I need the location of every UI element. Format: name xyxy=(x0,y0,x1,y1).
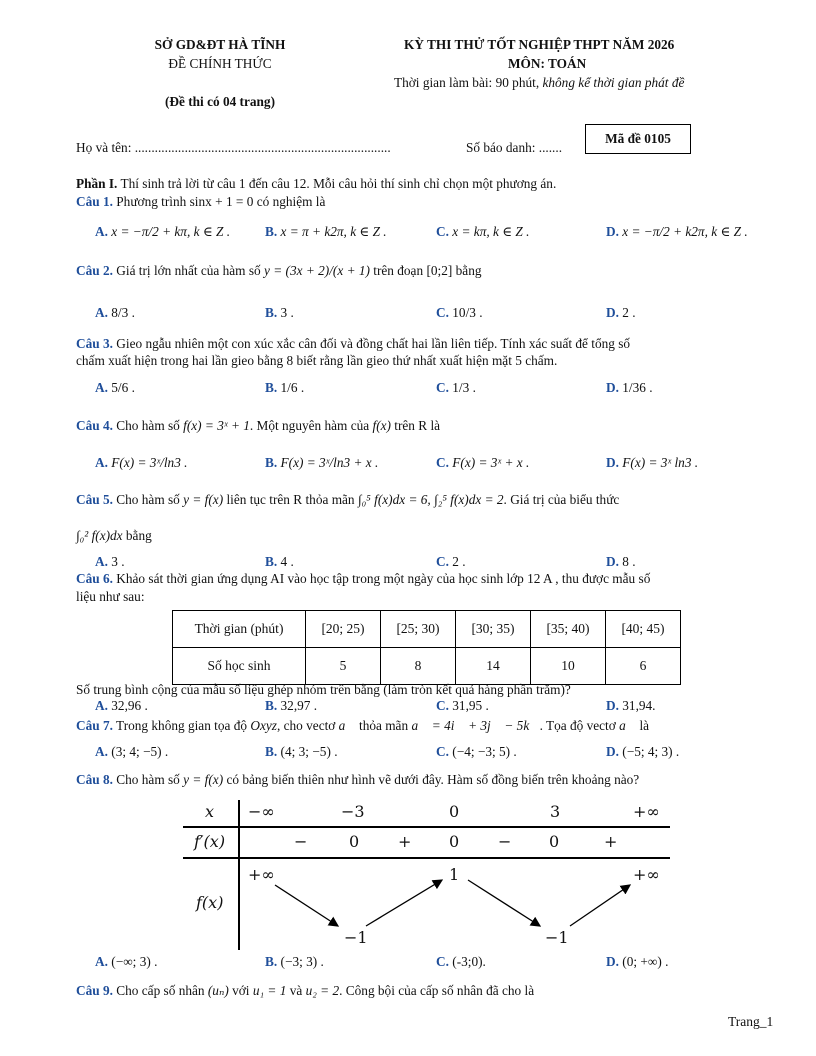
option-text: 3 . xyxy=(280,305,294,320)
q9-u1: u₁ = 1 xyxy=(252,983,287,998)
section-text: Thí sinh trả lời từ câu 1 đến câu 12. Mỗi câu hỏi thí sinh chỉ chọn một phương án. xyxy=(117,176,557,191)
q1-stem-end: có nghiệm là xyxy=(253,194,326,209)
table-cell: 5 xyxy=(306,648,381,685)
option-label: C. xyxy=(436,744,449,759)
option-label: B. xyxy=(265,554,278,569)
section-label: Phần I. xyxy=(76,176,118,191)
option-label: A. xyxy=(95,224,108,239)
option-label: B. xyxy=(265,380,278,395)
q6-stem-line1: Khảo sát thời gian ứng dụng AI vào học tập trong một ngày của học sinh lớp 12 A , thu được mẫu số xyxy=(112,571,651,586)
arrow-down xyxy=(275,885,338,926)
arrow-up xyxy=(366,880,442,926)
option-label: A. xyxy=(95,305,108,320)
q8-option-a[interactable] xyxy=(95,954,157,970)
q5-stem: Cho hàm số xyxy=(116,492,180,507)
option-text: 1/36 . xyxy=(622,380,653,395)
q1-equation: sinx + 1 = 0 xyxy=(189,194,254,209)
q7-stem-mid: , cho vectơ xyxy=(276,718,336,733)
time-italic: không kể thời gian phát đề xyxy=(542,75,685,90)
fprime-value: + xyxy=(604,832,618,851)
q9-sequence: (uₙ) xyxy=(207,983,229,998)
table-header-time: Thời gian (phút) xyxy=(173,611,306,648)
option-label: D. xyxy=(606,744,619,759)
fprime-value: 0 xyxy=(449,832,460,851)
q7-vector-eq: a⃗ = 4i⃗ + 3j⃗ − 5k⃗ xyxy=(411,718,540,733)
q8-function: y = f(x) xyxy=(183,772,224,787)
option-text: 5/6 . xyxy=(111,380,135,395)
option-text: 8 . xyxy=(622,554,636,569)
q7-stem-mid2: thỏa mãn xyxy=(359,718,409,733)
q4-stem-mid: . Một nguyên hàm của xyxy=(249,418,370,433)
q2-function: y = (3x + 2)/(x + 1) xyxy=(264,263,370,278)
table-cell: [40; 45) xyxy=(606,611,681,648)
option-text: F(x) = 3ˣ + x . xyxy=(452,455,530,470)
q5-stem-mid2: . Giá trị của biểu thức xyxy=(503,492,620,507)
fprime-value: 0 xyxy=(349,832,360,851)
option-label: B. xyxy=(265,224,278,239)
subject: MÔN: TOÁN xyxy=(508,56,587,71)
option-label: C. xyxy=(436,554,449,569)
arrow-up xyxy=(570,885,630,926)
option-text: 1/3 . xyxy=(452,380,476,395)
q4-function: f(x) = 3ˣ + 1 xyxy=(183,418,250,433)
f-label: f(x) xyxy=(196,893,224,912)
table-cell: [20; 25) xyxy=(306,611,381,648)
q5-target-integral: ∫₀² f(x)dx xyxy=(76,528,123,543)
x-label: x xyxy=(205,802,215,821)
q4-function-ref: f(x) xyxy=(372,418,391,433)
q3-stem-line2: chấm xuất hiện trong hai lần gieo bằng 8 biết rằng lần gieo thứ nhất xuất hiện mặt 5 chấm. xyxy=(76,353,558,368)
q2-label: Câu 2. xyxy=(76,263,113,278)
option-label: A. xyxy=(95,455,108,470)
q9-stem: Cho cấp số nhân xyxy=(116,983,205,998)
option-label: C. xyxy=(436,698,449,713)
option-label: B. xyxy=(265,744,278,759)
f-value: +∞ xyxy=(248,865,275,884)
option-text: 3 . xyxy=(111,554,125,569)
q5-function: y = f(x) xyxy=(183,492,224,507)
official-label: ĐỀ CHÍNH THỨC xyxy=(168,56,272,71)
q6-label: Câu 6. xyxy=(76,571,113,586)
option-label: A. xyxy=(95,744,108,759)
option-text: F(x) = 3ˣ/ln3 + x . xyxy=(280,455,379,470)
table-cell: [25; 30) xyxy=(381,611,456,648)
option-text: 31,95 . xyxy=(452,698,489,713)
q9-stem-end: . Công bội của cấp số nhân đã cho là xyxy=(339,983,535,998)
q7-vector-ref: a⃗ xyxy=(619,718,637,733)
question-9 xyxy=(76,983,534,999)
q4-stem: Cho hàm số xyxy=(116,418,180,433)
q7-stem-mid3: . Tọa độ vectơ xyxy=(539,718,616,733)
name-field: Họ và tên: ............................................................................. xyxy=(76,140,391,155)
f-value: −1 xyxy=(545,928,569,947)
q5-integrals: ∫₀⁵ f(x)dx = 6, ∫₂⁵ f(x)dx = 2 xyxy=(357,492,504,507)
option-label: A. xyxy=(95,554,108,569)
q7-stem-end: là xyxy=(639,718,650,733)
q3-label: Câu 3. xyxy=(76,336,113,351)
q6-question: Số trung bình cộng của mẫu số liệu ghép nhóm trên bằng (làm tròn kết quả hàng phần trăm)? xyxy=(76,682,571,697)
fprime-value: + xyxy=(398,832,412,851)
q8-label: Câu 8. xyxy=(76,772,113,787)
option-text: 32,97 . xyxy=(280,698,318,713)
id-field: Số báo danh: ....... xyxy=(466,140,563,155)
q8-option-d[interactable] xyxy=(606,954,668,970)
option-text: 8/3 . xyxy=(111,305,135,320)
q2-interval: [0;2] xyxy=(426,263,453,278)
q7-vector: a⃗ xyxy=(338,718,356,733)
x-value: +∞ xyxy=(633,802,660,821)
option-label: A. xyxy=(95,698,108,713)
q8-stem-end: có bảng biến thiên như hình vẽ dưới đây. Hàm số đồng biến trên khoảng nào? xyxy=(226,772,640,787)
q8-stem: Cho hàm số xyxy=(116,772,180,787)
option-label: B. xyxy=(265,954,278,969)
option-label: A. xyxy=(95,954,108,969)
option-text: 4 . xyxy=(280,554,294,569)
option-text: (3; 4; −5) . xyxy=(111,744,169,759)
x-value: −3 xyxy=(341,802,365,821)
q9-stem-mid2: và xyxy=(289,983,303,998)
option-label: D. xyxy=(606,224,619,239)
time-plain: Thời gian làm bài: 90 phút, xyxy=(394,75,543,90)
option-label: D. xyxy=(606,455,619,470)
table-cell: 14 xyxy=(456,648,531,685)
option-label: B. xyxy=(265,305,278,320)
option-text: (−3; 3) . xyxy=(280,954,324,969)
table-cell: 6 xyxy=(606,648,681,685)
q2-stem-end: bằng xyxy=(455,263,482,278)
option-text: 2 . xyxy=(452,554,466,569)
option-text: 1/6 . xyxy=(280,380,305,395)
option-text: x = kπ, k ∈ Z . xyxy=(452,224,530,239)
option-text: 10/3 . xyxy=(452,305,483,320)
option-label: C. xyxy=(436,954,449,969)
option-text: x = π + k2π, k ∈ Z . xyxy=(280,224,387,239)
x-value: −∞ xyxy=(248,802,275,821)
option-label: C. xyxy=(436,380,449,395)
page-number: Trang_1 xyxy=(728,1014,774,1029)
table-header-count: Số học sinh xyxy=(173,648,306,685)
exam-title: KỲ THI THỬ TỐT NGHIỆP THPT NĂM 2026 xyxy=(404,37,675,52)
q9-u2: u₂ = 2 xyxy=(305,983,340,998)
option-label: D. xyxy=(606,698,619,713)
x-value: 3 xyxy=(550,802,561,821)
q6-stem-line2: liệu như sau: xyxy=(76,589,145,604)
option-label: B. xyxy=(265,455,278,470)
q5-stem-end: bằng xyxy=(125,528,152,543)
table-cell: 8 xyxy=(381,648,456,685)
option-text: x = −π/2 + kπ, k ∈ Z . xyxy=(111,224,231,239)
x-value: 0 xyxy=(449,802,460,821)
option-label: D. xyxy=(606,954,619,969)
option-text: F(x) = 3ˣ/ln3 . xyxy=(111,455,188,470)
page-count: (Đề thi có 04 trang) xyxy=(164,94,276,109)
q7-stem: Trong không gian tọa độ xyxy=(116,718,248,733)
option-label: C. xyxy=(436,455,449,470)
dept-name: SỞ GD&ĐT HÀ TĨNH xyxy=(154,37,286,52)
option-text: (−4; −3; 5) . xyxy=(452,744,517,759)
option-text: (4; 3; −5) . xyxy=(280,744,338,759)
option-text: 31,94. xyxy=(622,698,656,713)
q5-stem-mid: liên tục trên R thỏa mãn xyxy=(226,492,355,507)
q4-label: Câu 4. xyxy=(76,418,113,433)
option-text: 32,96 . xyxy=(111,698,148,713)
arrow-down xyxy=(468,880,540,926)
q9-label: Câu 9. xyxy=(76,983,113,998)
option-text: (-3;0). xyxy=(452,954,486,969)
q4-stem-end: trên R là xyxy=(394,418,441,433)
fprime-value: 0 xyxy=(549,832,560,851)
f-value: +∞ xyxy=(633,865,660,884)
q7-space: Oxyz xyxy=(250,718,277,733)
q2-stem: Giá trị lớn nhất của hàm số xyxy=(116,263,261,278)
q5-label: Câu 5. xyxy=(76,492,113,507)
q8-option-b[interactable] xyxy=(265,954,324,970)
option-text: 2 . xyxy=(622,305,636,320)
q2-stem-mid: trên đoạn xyxy=(373,263,424,278)
option-text: (0; +∞) . xyxy=(622,954,669,969)
option-label: D. xyxy=(606,554,619,569)
q8-option-c[interactable] xyxy=(436,954,486,970)
option-label: B. xyxy=(265,698,278,713)
table-cell: 10 xyxy=(531,648,606,685)
q7-label: Câu 7. xyxy=(76,718,113,733)
fprime-label: f′(x) xyxy=(194,832,226,851)
q1-stem: Phương trình xyxy=(116,194,190,209)
fprime-value: − xyxy=(294,832,308,851)
option-label: C. xyxy=(436,305,449,320)
option-text: (−5; 4; 3) . xyxy=(622,744,680,759)
q9-stem-mid: với xyxy=(232,983,250,998)
option-label: C. xyxy=(436,224,449,239)
option-text: (−∞; 3) . xyxy=(111,954,158,969)
exam-code: Mã đề 0105 xyxy=(605,131,671,146)
option-text: x = −π/2 + k2π, k ∈ Z . xyxy=(622,224,748,239)
option-text: F(x) = 3ˣ ln3 . xyxy=(622,455,699,470)
option-label: D. xyxy=(606,305,619,320)
option-label: D. xyxy=(606,380,619,395)
table-cell: [35; 40) xyxy=(531,611,606,648)
fprime-value: − xyxy=(498,832,512,851)
f-value: 1 xyxy=(449,865,460,884)
table-cell: [30; 35) xyxy=(456,611,531,648)
q1-label: Câu 1. xyxy=(76,194,113,209)
q3-stem-line1: Gieo ngẫu nhiên một con xúc xắc cân đối và đồng chất hai lần liên tiếp. Tính xác suất để tổng số xyxy=(112,336,631,351)
option-label: A. xyxy=(95,380,108,395)
f-value: −1 xyxy=(344,928,368,947)
